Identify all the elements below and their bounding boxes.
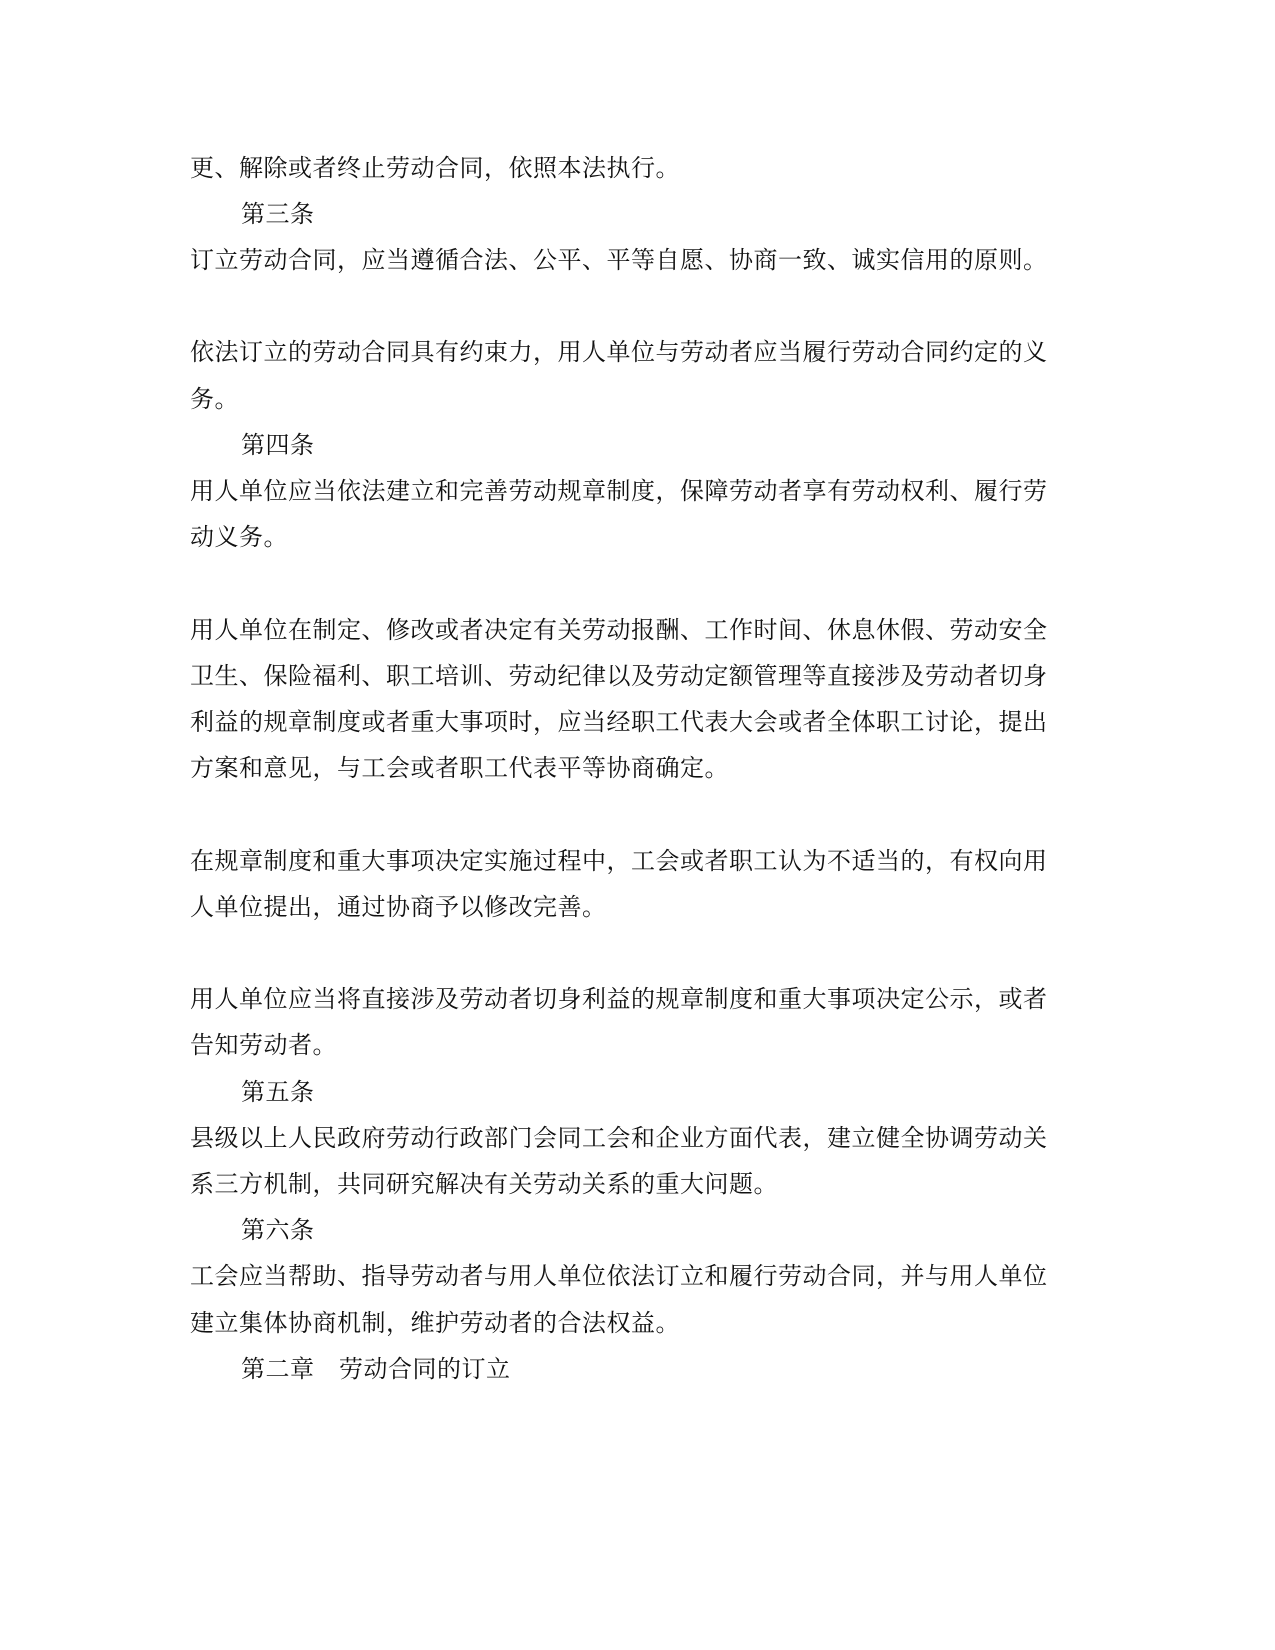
text-line: 方案和意见，与工会或者职工代表平等协商确定。	[190, 754, 729, 782]
text-line: 卫生、保险福利、职工培训、劳动纪律以及劳动定额管理等直接涉及劳动者切身	[190, 662, 1048, 690]
article-heading: 第三条	[241, 200, 315, 228]
text-line: 人单位提出，通过协商予以修改完善。	[190, 893, 607, 921]
text-line: 动义务。	[190, 523, 288, 551]
text-line: 用人单位在制定、修改或者决定有关劳动报酬、工作时间、休息休假、劳动安全	[190, 616, 1048, 644]
text-line: 工会应当帮助、指导劳动者与用人单位依法订立和履行劳动合同，并与用人单位	[190, 1262, 1048, 1290]
article-heading: 第五条	[241, 1078, 315, 1106]
text-line: 在规章制度和重大事项决定实施过程中，工会或者职工认为不适当的，有权向用	[190, 847, 1048, 875]
text-line: 订立劳动合同，应当遵循合法、公平、平等自愿、协商一致、诚实信用的原则。	[190, 246, 1048, 274]
text-line: 用人单位应当依法建立和完善劳动规章制度，保障劳动者享有劳动权利、履行劳	[190, 477, 1048, 505]
text-line: 依法订立的劳动合同具有约束力，用人单位与劳动者应当履行劳动合同约定的义	[190, 338, 1048, 366]
text-line: 用人单位应当将直接涉及劳动者切身利益的规章制度和重大事项决定公示，或者	[190, 985, 1048, 1013]
article-heading: 第四条	[241, 431, 315, 459]
text-line: 县级以上人民政府劳动行政部门会同工会和企业方面代表，建立健全协调劳动关	[190, 1124, 1048, 1152]
text-line: 告知劳动者。	[190, 1031, 337, 1059]
text-line: 务。	[190, 385, 239, 413]
text-line: 建立集体协商机制，维护劳动者的合法权益。	[190, 1309, 680, 1337]
text-line: 系三方机制，共同研究解决有关劳动关系的重大问题。	[190, 1170, 778, 1198]
article-heading: 第六条	[241, 1216, 315, 1244]
chapter-heading: 第二章 劳动合同的订立	[241, 1355, 511, 1383]
text-line: 更、解除或者终止劳动合同，依照本法执行。	[190, 154, 680, 182]
text-line: 利益的规章制度或者重大事项时，应当经职工代表大会或者全体职工讨论，提出	[190, 708, 1048, 736]
